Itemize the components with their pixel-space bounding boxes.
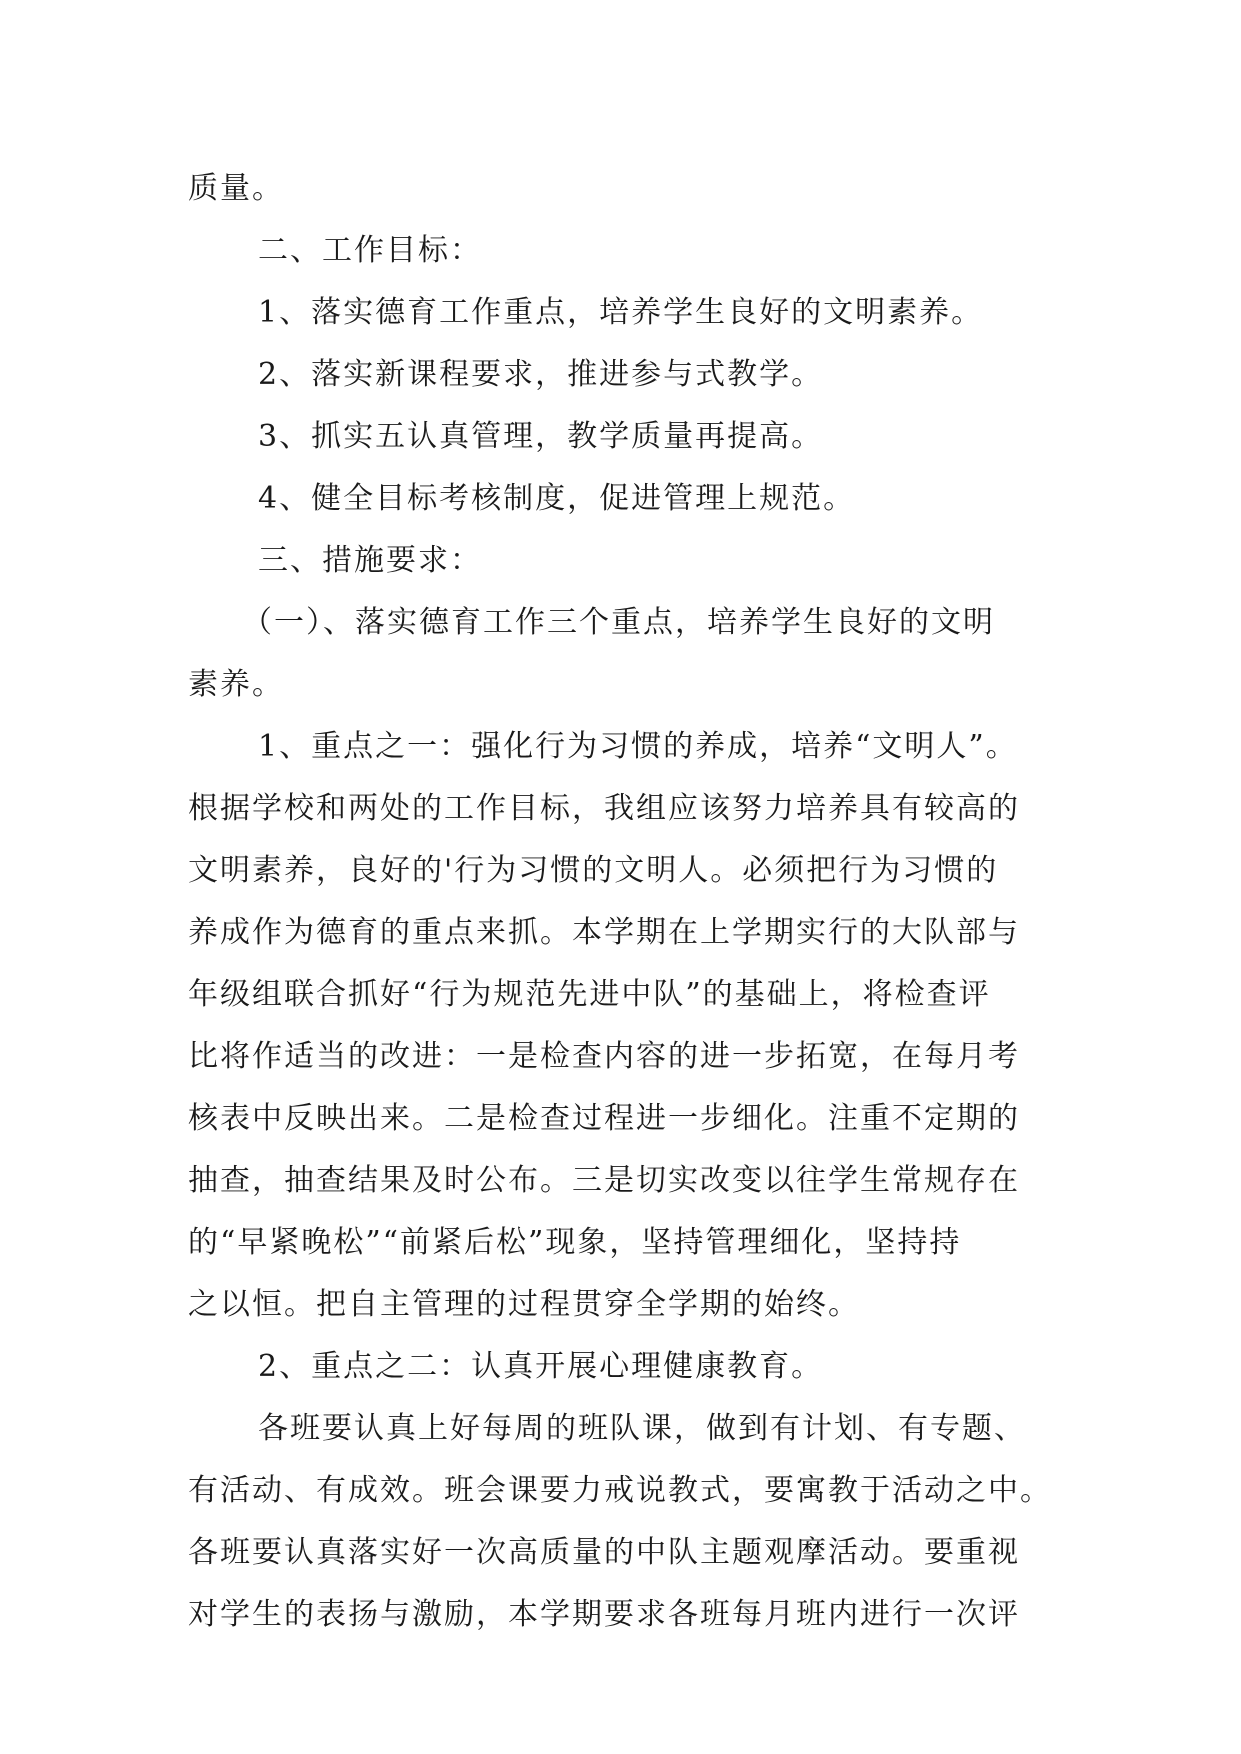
paragraph-start: 各班要认真上好每周的班队课，做到有计划、有专题、 <box>258 1411 1026 1446</box>
text-line: 比将作适当的改进：一是检查内容的进一步拓宽，在每月考 <box>188 1039 1020 1074</box>
paragraph-start: 2、重点之二：认真开展心理健康教育。 <box>258 1349 824 1384</box>
text-line: 的“早紧晚松”“前紧后松”现象，坚持管理细化，坚持持 <box>188 1225 962 1260</box>
section-heading: 三、措施要求： <box>258 543 482 578</box>
text-line: 各班要认真落实好一次高质量的中队主题观摩活动。要重视 <box>188 1535 1020 1570</box>
paragraph-start: 1、重点之一：强化行为习惯的养成，培养“文明人”。 <box>258 729 1018 764</box>
text-line: 养成作为德育的重点来抓。本学期在上学期实行的大队部与 <box>188 915 1020 950</box>
text-line: 文明素养，良好的'行为习惯的文明人。必须把行为习惯的 <box>188 853 999 888</box>
list-item: 2、落实新课程要求，推进参与式教学。 <box>258 357 824 392</box>
subsection-heading: （一）、落实德育工作三个重点，培养学生良好的文明 <box>242 605 995 640</box>
list-item: 3、抓实五认真管理，教学质量再提高。 <box>258 419 824 454</box>
text-line: 根据学校和两处的工作目标，我组应该努力培养具有较高的 <box>188 791 1020 826</box>
document-body <box>188 158 1058 1646</box>
list-item: 1、落实德育工作重点，培养学生良好的文明素养。 <box>258 295 984 330</box>
text-line: 核表中反映出来。二是检查过程进一步细化。注重不定期的 <box>188 1101 1020 1136</box>
text-line: 质量。 <box>188 171 284 206</box>
text-line: 之以恒。把自主管理的过程贯穿全学期的始终。 <box>188 1287 860 1322</box>
text-line: 有活动、有成效。班会课要力戒说教式，要寓教于活动之中。 <box>188 1473 1052 1508</box>
list-item: 4、健全目标考核制度，促进管理上规范。 <box>258 481 856 516</box>
text-line: 对学生的表扬与激励，本学期要求各班每月班内进行一次评 <box>188 1597 1020 1632</box>
text-line: 年级组联合抓好“行为规范先进中队”的基础上，将检查评 <box>188 977 991 1012</box>
section-heading: 二、工作目标： <box>258 233 482 268</box>
text-line: 素养。 <box>188 667 284 702</box>
text-line: 抽查，抽查结果及时公布。三是切实改变以往学生常规存在 <box>188 1163 1020 1198</box>
